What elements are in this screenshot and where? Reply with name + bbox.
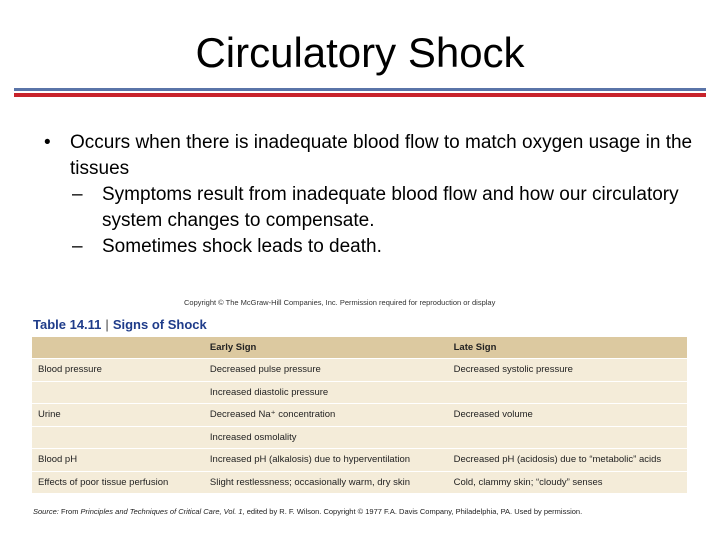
table-cell: Decreased pulse pressure <box>204 359 448 382</box>
bullet-list <box>40 130 700 260</box>
signs-of-shock-table <box>32 337 687 493</box>
table-cell <box>448 381 687 404</box>
source-label: Source: <box>33 507 59 516</box>
table-header-row <box>32 337 687 359</box>
header-cell: Early Sign <box>204 337 448 359</box>
source-post: edited by R. F. Wilson. Copyright © 1977 F.A. Davis Company, Philadelphia, PA. Used by permission. <box>246 507 583 516</box>
caption-separator: | <box>105 317 109 332</box>
table-cell: Decreased volume <box>448 404 687 427</box>
table-cell <box>32 426 204 449</box>
table-cell: Increased diastolic pressure <box>204 381 448 404</box>
header-cell: Late Sign <box>448 337 687 359</box>
table-caption <box>33 317 207 332</box>
table-label: Table 14.11 <box>33 317 102 332</box>
bullet-text: Occurs when there is inadequate blood flow to match oxygen usage in the tissues <box>70 132 693 179</box>
table-cell: Decreased systolic pressure <box>448 359 687 382</box>
table-cell: Increased pH (alkalosis) due to hyperventilation <box>204 449 448 472</box>
bullet-dot-icon: • <box>44 132 51 153</box>
dash-icon: – <box>72 236 83 257</box>
sub-bullet-item <box>40 234 700 260</box>
source-book: Principles and Techniques of Critical Care, Vol. 1, <box>80 507 245 516</box>
copyright-notice: Copyright © The McGraw-Hill Companies, Inc. Permission required for reproduction or display <box>184 298 496 307</box>
title-rule-red <box>14 93 706 97</box>
sub-bullet-text: Symptoms result from inadequate blood flow and how our circulatory system changes to compensate. <box>102 184 679 231</box>
source-pre: From <box>60 507 79 516</box>
table-row <box>32 359 687 382</box>
table-cell: Blood pH <box>32 449 204 472</box>
table-cell: Cold, clammy skin; “cloudy” senses <box>448 471 687 493</box>
table-cell: Slight restlessness; occasionally warm, dry skin <box>204 471 448 493</box>
table-row <box>32 404 687 427</box>
table-cell: Decreased pH (acidosis) due to “metabolic” acids <box>448 449 687 472</box>
table-cell <box>448 426 687 449</box>
table-row <box>32 426 687 449</box>
sub-bullet-text: Sometimes shock leads to death. <box>102 236 382 257</box>
table-row <box>32 449 687 472</box>
table-title: Signs of Shock <box>112 317 207 332</box>
title-rule-blue <box>14 88 706 91</box>
table-cell: Decreased Na⁺ concentration <box>204 404 448 427</box>
dash-icon: – <box>72 184 83 205</box>
table-row <box>32 471 687 493</box>
sub-bullet-item <box>40 182 700 234</box>
header-cell <box>32 337 204 359</box>
source-note <box>33 507 582 516</box>
table-row <box>32 381 687 404</box>
bullet-item <box>40 130 700 182</box>
slide-title: Circulatory Shock <box>195 29 525 76</box>
table-cell: Urine <box>32 404 204 427</box>
table-cell: Increased osmolality <box>204 426 448 449</box>
table-cell: Blood pressure <box>32 359 204 382</box>
table-cell <box>32 381 204 404</box>
table-cell: Effects of poor tissue perfusion <box>32 471 204 493</box>
